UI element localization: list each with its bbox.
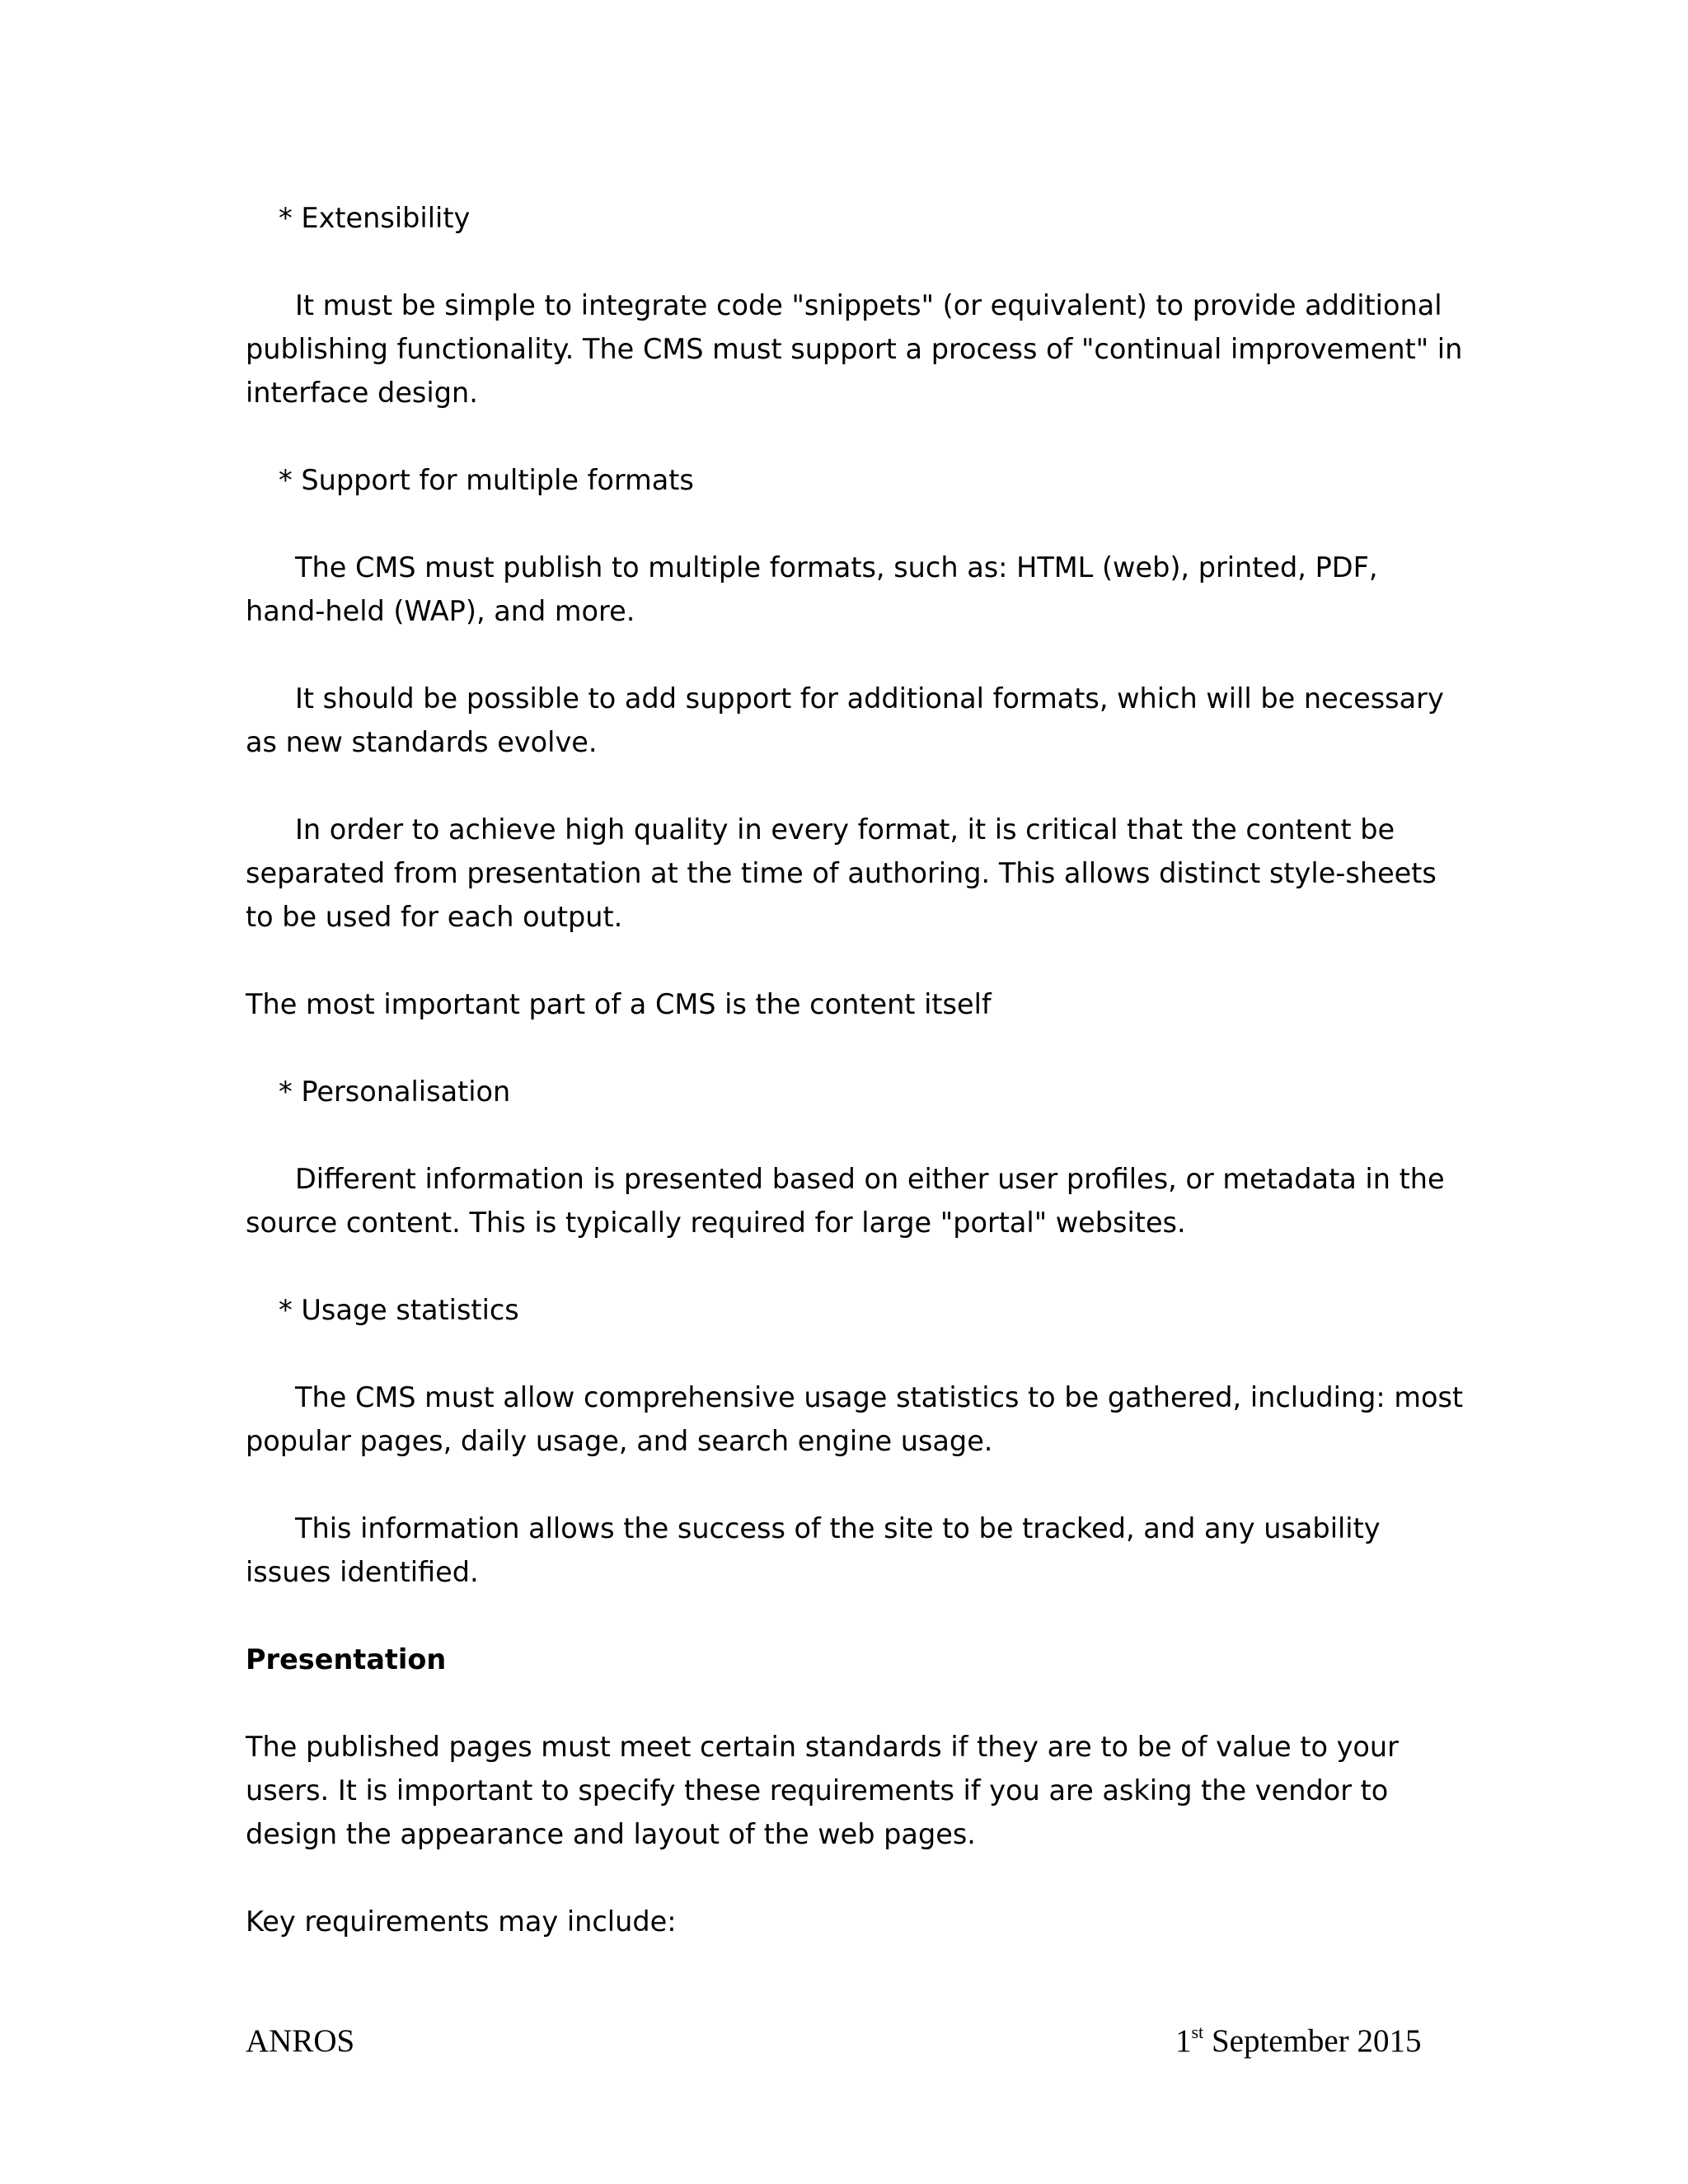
footer-author: ANROS <box>246 2023 355 2059</box>
bullet-extensibility: * Extensibility <box>279 202 471 234</box>
paragraph-formats-additional: It should be possible to add support for additional formats, which will be necessary as new standards evolve. <box>246 682 1444 758</box>
bullet-multiple-formats: * Support for multiple formats <box>279 464 694 496</box>
bullet-personalisation: * Personalisation <box>279 1076 511 1108</box>
paragraph-key-requirements: Key requirements may include: <box>246 1905 677 1938</box>
footer-date <box>1175 2021 1421 2062</box>
paragraph-personalisation: Different information is presented based on either user profiles, or metadata in the source content. This is typically required for large "portal" websites. <box>246 1163 1445 1239</box>
bullet-usage-statistics: * Usage statistics <box>279 1294 519 1326</box>
footer-date-day: 1 <box>1175 2023 1192 2059</box>
footer-date-rest: September 2015 <box>1203 2023 1422 2059</box>
paragraph-presentation: The published pages must meet certain standards if they are to be of value to your users. It is important to specify these requirements if you are asking the vendor to design the appearance and layout of the web pages. <box>246 1731 1399 1850</box>
statement-content: The most important part of a CMS is the content itself <box>246 988 992 1020</box>
paragraph-formats-quality: In order to achieve high quality in every format, it is critical that the content be separated from presentation at the time of authoring. This allows distinct style-sheets to be used for each output. <box>246 813 1437 933</box>
document-body <box>246 196 1465 1987</box>
paragraph-usage-gather: The CMS must allow comprehensive usage statistics to be gathered, including: most popular pages, daily usage, and search engine usage. <box>246 1381 1464 1457</box>
footer-date-suffix: st <box>1191 2022 1204 2042</box>
paragraph-extensibility: It must be simple to integrate code "snippets" (or equivalent) to provide additional publishing functionality. The CMS must support a process of "continual improvement" in interface design. <box>246 289 1463 409</box>
paragraph-usage-tracking: This information allows the success of the site to be tracked, and any usability issues identified. <box>246 1512 1381 1588</box>
heading-presentation: Presentation <box>246 1643 447 1675</box>
paragraph-formats-publish: The CMS must publish to multiple formats, such as: HTML (web), printed, PDF, hand-held (WAP), and more. <box>246 551 1378 627</box>
